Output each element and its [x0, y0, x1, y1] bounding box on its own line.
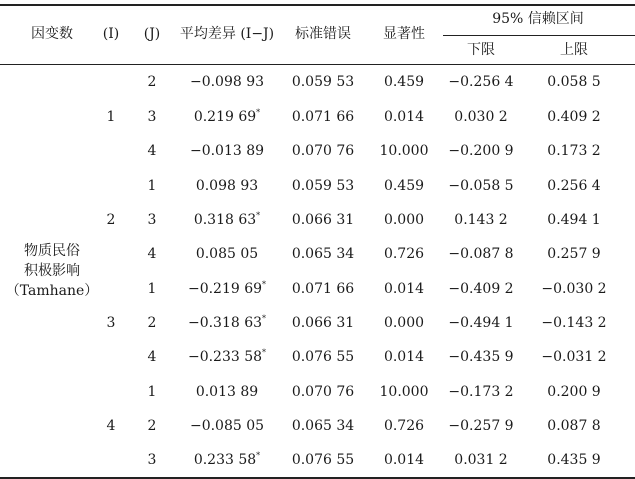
- cell-j: 1: [147, 178, 157, 194]
- cell-mean-diff: [188, 280, 266, 298]
- cell-upper: 0.256 4: [547, 178, 601, 194]
- cell-mean-diff: [190, 417, 264, 435]
- cell-i: 1: [106, 109, 116, 125]
- cell-significance: 10.000: [379, 143, 429, 159]
- cell-std-error: 0.071 66: [291, 281, 355, 297]
- cell-std-error: 0.065 34: [291, 418, 355, 434]
- header-mean-diff: 平均差异 (I−J): [179, 26, 275, 42]
- significance-star: *: [256, 451, 261, 460]
- cell-significance: 0.726: [383, 418, 425, 434]
- significance-star: *: [262, 280, 267, 289]
- cell-upper: 0.409 2: [547, 109, 601, 125]
- cell-lower: −0.409 2: [448, 281, 514, 297]
- cell-mean-diff: [194, 211, 260, 229]
- mean-diff-value: −0.219 69: [187, 281, 263, 297]
- cell-mean-diff: [194, 108, 260, 126]
- mean-diff-value: 0.085 05: [195, 246, 259, 262]
- cell-j: 3: [147, 109, 157, 125]
- cell-j: 3: [147, 212, 157, 228]
- cell-lower: 0.143 2: [454, 212, 508, 228]
- cell-upper: 0.058 5: [547, 74, 601, 90]
- cell-significance: 0.726: [383, 246, 425, 262]
- cell-std-error: 0.076 55: [291, 349, 355, 365]
- cell-significance: 0.014: [383, 349, 425, 365]
- header-bottom-rule: [0, 64, 635, 65]
- dependent-var-label: [6, 241, 99, 301]
- cell-j: 4: [147, 349, 157, 365]
- header-i: (I): [102, 26, 120, 42]
- cell-std-error: 0.059 53: [291, 178, 355, 194]
- cell-lower: −0.256 4: [448, 74, 514, 90]
- cell-std-error: 0.071 66: [291, 109, 355, 125]
- cell-j: 2: [147, 74, 157, 90]
- cell-j: 3: [147, 452, 157, 468]
- mean-diff-value: −0.318 63: [187, 315, 263, 331]
- cell-upper: 0.257 9: [547, 246, 601, 262]
- cell-j: 4: [147, 246, 157, 262]
- cell-std-error: 0.059 53: [291, 74, 355, 90]
- dependent-var-line2: 积极影响: [23, 263, 80, 279]
- cell-i: 4: [106, 418, 116, 434]
- cell-upper: −0.030 2: [541, 281, 607, 297]
- cell-significance: 0.014: [383, 109, 425, 125]
- mean-diff-value: 0.318 63: [193, 212, 257, 228]
- mean-diff-value: −0.013 89: [189, 143, 265, 159]
- significance-star: *: [262, 348, 267, 357]
- mean-diff-value: −0.233 58: [187, 349, 263, 365]
- cell-mean-diff: [188, 348, 266, 366]
- cell-lower: 0.030 2: [454, 109, 508, 125]
- cell-j: 2: [147, 418, 157, 434]
- cell-std-error: 0.070 76: [291, 143, 355, 159]
- cell-j: 2: [147, 315, 157, 331]
- cell-mean-diff: [190, 73, 264, 91]
- cell-mean-diff: [196, 177, 258, 195]
- cell-mean-diff: [194, 451, 260, 469]
- mean-diff-value: 0.233 58: [193, 452, 257, 468]
- top-rule: [0, 4, 635, 6]
- mean-diff-value: 0.013 89: [195, 384, 259, 400]
- cell-upper: 0.435 9: [547, 452, 601, 468]
- cell-i: 2: [106, 212, 116, 228]
- mean-diff-value: −0.085 05: [189, 418, 265, 434]
- cell-std-error: 0.065 34: [291, 246, 355, 262]
- cell-upper: 0.173 2: [547, 143, 601, 159]
- mean-diff-value: 0.098 93: [195, 178, 259, 194]
- cell-significance: 0.459: [383, 74, 425, 90]
- cell-lower: −0.087 8: [448, 246, 514, 262]
- header-std-error: 标准错误: [295, 26, 351, 42]
- cell-significance: 0.459: [383, 178, 425, 194]
- cell-mean-diff: [188, 314, 266, 332]
- cell-upper: 0.494 1: [547, 212, 601, 228]
- cell-significance: 0.014: [383, 452, 425, 468]
- cell-j: 4: [147, 143, 157, 159]
- cell-mean-diff: [190, 142, 264, 160]
- cell-lower: −0.173 2: [448, 384, 514, 400]
- ci-subheader-rule: [443, 35, 635, 36]
- dependent-var-line3: （Tamhane）: [5, 283, 99, 299]
- cell-lower: −0.058 5: [448, 178, 514, 194]
- cell-upper: −0.143 2: [541, 315, 607, 331]
- cell-std-error: 0.070 76: [291, 384, 355, 400]
- cell-significance: 10.000: [379, 384, 429, 400]
- cell-lower: −0.200 9: [448, 143, 514, 159]
- header-ci-title: 95% 信赖区间: [492, 11, 584, 27]
- cell-upper: 0.200 9: [547, 384, 601, 400]
- cell-lower: −0.494 1: [448, 315, 514, 331]
- cell-significance: 0.014: [383, 281, 425, 297]
- cell-std-error: 0.076 55: [291, 452, 355, 468]
- header-significance: 显著性: [383, 26, 425, 42]
- cell-lower: 0.031 2: [454, 452, 508, 468]
- cell-upper: 0.087 8: [547, 418, 601, 434]
- mean-diff-value: 0.219 69: [193, 109, 257, 125]
- header-dependent-var: 因变数: [31, 26, 73, 42]
- cell-significance: 0.000: [383, 212, 425, 228]
- cell-upper: −0.031 2: [541, 349, 607, 365]
- cell-std-error: 0.066 31: [291, 212, 355, 228]
- cell-lower: −0.257 9: [448, 418, 514, 434]
- mean-diff-value: −0.098 93: [189, 74, 265, 90]
- cell-j: 1: [147, 281, 157, 297]
- bottom-rule: [0, 477, 635, 479]
- cell-significance: 0.000: [383, 315, 425, 331]
- cell-std-error: 0.066 31: [291, 315, 355, 331]
- cell-mean-diff: [196, 245, 258, 263]
- header-upper: 上限: [560, 42, 588, 58]
- header-lower: 下限: [467, 42, 495, 58]
- header-j: (J): [143, 26, 161, 42]
- cell-i: 3: [106, 315, 116, 331]
- significance-star: *: [256, 108, 261, 117]
- significance-star: *: [256, 211, 261, 220]
- cell-j: 1: [147, 384, 157, 400]
- cell-lower: −0.435 9: [448, 349, 514, 365]
- dependent-var-line1: 物质民俗: [23, 243, 80, 259]
- cell-mean-diff: [196, 383, 258, 401]
- significance-star: *: [262, 314, 267, 323]
